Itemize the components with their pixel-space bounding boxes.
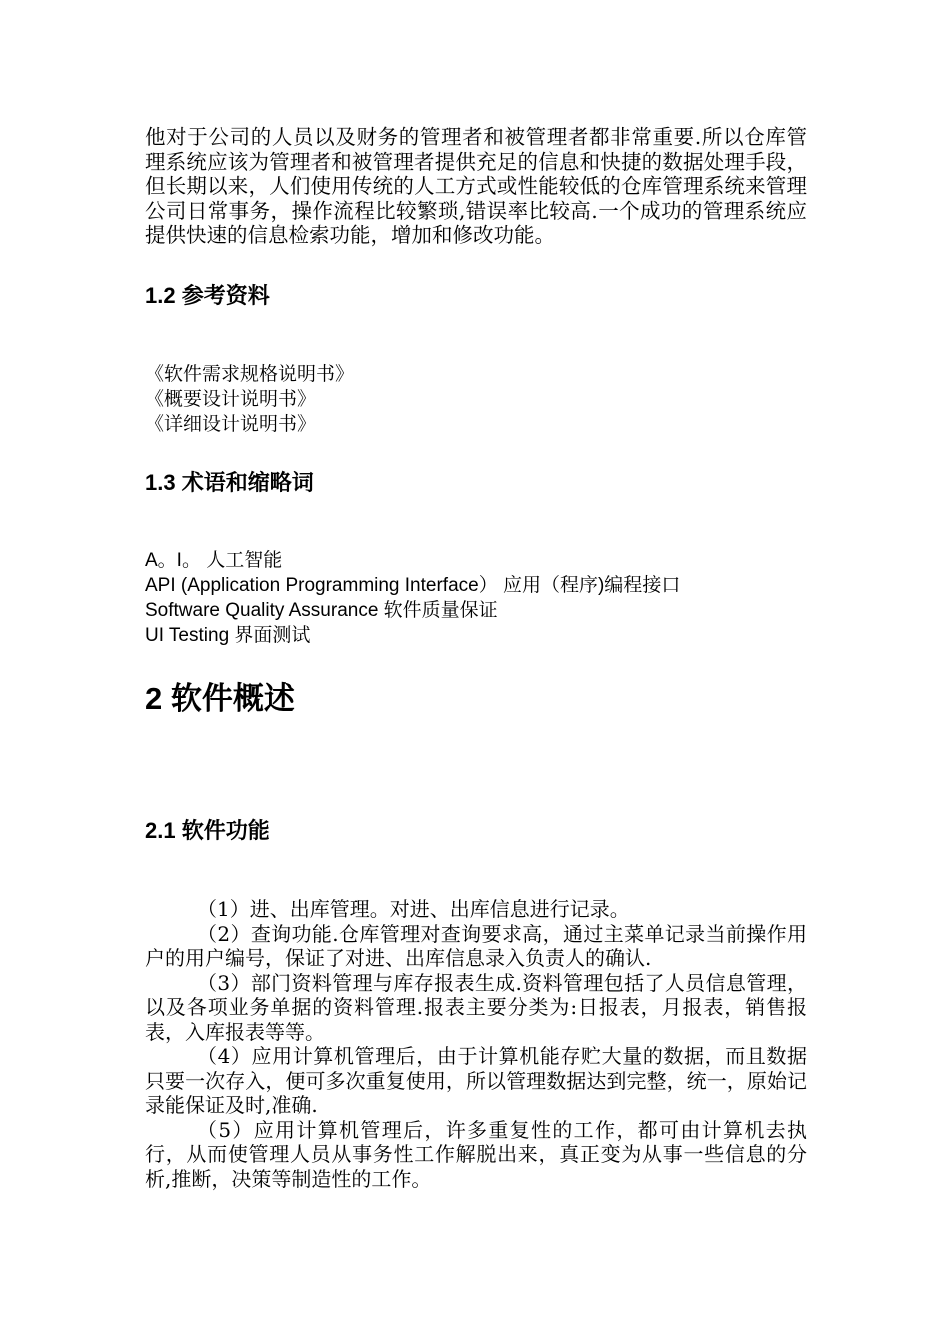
function-item: （3）部门资料管理与库存报表生成.资料管理包括了人员信息管理，以及各项业务单据的资料管理.报表主要分类为:日报表，月报表，销售报表，入库报表等等。 bbox=[145, 970, 807, 1044]
function-item: （5）应用计算机管理后，许多重复性的工作，都可由计算机去执行，从而使管理人员从事务性工作解脱出来，真正变为从事一些信息的分析,推断，决策等制造性的工作。 bbox=[145, 1117, 807, 1191]
reference-item: 《软件需求规格说明书》 bbox=[145, 363, 355, 385]
term-item: A。I。 人工智能 bbox=[145, 550, 283, 571]
section-heading-2-1: 2.1 软件功能 bbox=[145, 818, 270, 843]
term-item: UI Testing 界面测试 bbox=[145, 625, 311, 646]
term-item: API (Application Programming Interface） 应用（程序)编程接口 bbox=[145, 575, 681, 596]
intro-paragraph: 他对于公司的人员以及财务的管理者和被管理者都非常重要.所以仓库管理系统应该为管理者和被管理者提供充足的信息和快捷的数据处理手段，但长期以来，人们使用传统的人工方式或性能较低的仓库管理系统来管理公司日常事务，操作流程比较繁琐,错误率比较高.一个成功的管理系统应提供快速的信息检索功能，增加和修改功能。 bbox=[145, 125, 807, 247]
function-item: （4）应用计算机管理后，由于计算机能存贮大量的数据，而且数据只要一次存入，便可多次重复使用，所以管理数据达到完整，统一，原始记录能保证及时,准确. bbox=[145, 1044, 807, 1117]
function-item: （2）查询功能.仓库管理对查询要求高，通过主菜单记录当前操作用户的用户编号，保证了对进、出库信息录入负责人的确认. bbox=[145, 921, 807, 970]
function-item: （1）进、出库管理。对进、出库信息进行记录。 bbox=[197, 897, 630, 921]
section-heading-2: 2 软件概述 bbox=[145, 681, 295, 716]
term-item: Software Quality Assurance 软件质量保证 bbox=[145, 600, 498, 621]
section-heading-1-3: 1.3 术语和缩略词 bbox=[145, 470, 314, 495]
section-heading-1-2: 1.2 参考资料 bbox=[145, 283, 270, 308]
reference-item: 《概要设计说明书》 bbox=[145, 388, 317, 410]
reference-item: 《详细设计说明书》 bbox=[145, 413, 317, 435]
function-list bbox=[145, 897, 807, 1191]
terms-list bbox=[145, 548, 807, 648]
reference-list bbox=[145, 362, 807, 437]
